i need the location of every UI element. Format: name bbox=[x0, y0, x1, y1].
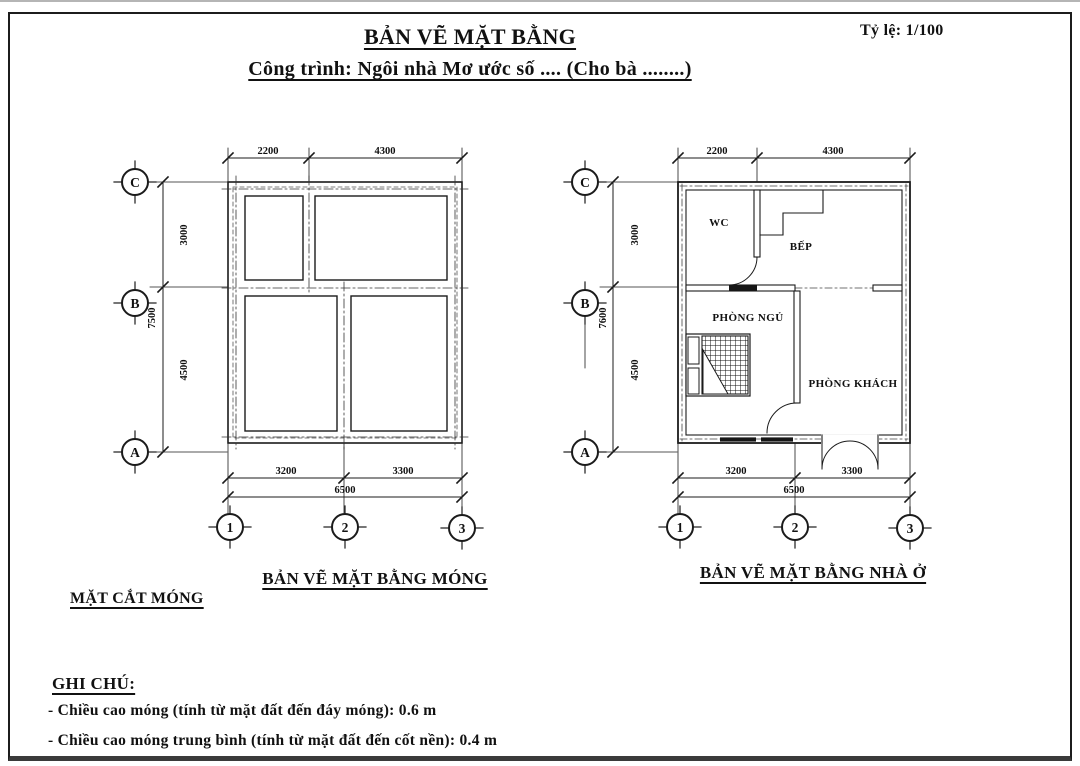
house-plan-caption: BẢN VẼ MẶT BẰNG NHÀ Ở bbox=[699, 563, 927, 582]
kitchen-counter bbox=[760, 190, 823, 235]
grid-row-label: A bbox=[580, 445, 590, 460]
grid-col-label: 3 bbox=[906, 521, 914, 536]
house-dim-ticks bbox=[608, 153, 915, 502]
foundation-grid-bubbles bbox=[114, 161, 483, 549]
wc-kitchen-wall bbox=[754, 190, 760, 257]
entrance-opening bbox=[821, 435, 879, 445]
scale-label: Tỷ lệ: 1/100 bbox=[860, 22, 944, 39]
footing-edge-dashed bbox=[233, 187, 457, 438]
bedroom-door-arc bbox=[767, 403, 797, 433]
grid-col-label: 2 bbox=[341, 520, 349, 535]
bed-symbol bbox=[686, 334, 750, 396]
dim-label: 3000 bbox=[179, 224, 190, 246]
entrance-door-left-arc bbox=[822, 441, 850, 469]
grid-row-label: A bbox=[130, 445, 140, 460]
grid-col-label: 1 bbox=[226, 520, 234, 535]
wc-door-threshold bbox=[729, 285, 757, 291]
dim-label: 6500 bbox=[334, 485, 356, 496]
dim-label: 3000 bbox=[630, 224, 641, 246]
plans-drawing bbox=[100, 130, 960, 565]
foundation-plan-drawing bbox=[114, 146, 483, 549]
wc-door-arc bbox=[729, 257, 757, 285]
page-subtitle: Công trình: Ngôi nhà Mơ ước số .... (Cho bà ........) bbox=[248, 58, 692, 80]
dim-label: 3200 bbox=[275, 466, 297, 477]
foundation-dim-ticks bbox=[158, 153, 467, 502]
grid-row-label: B bbox=[130, 296, 140, 311]
dim-label: 2200 bbox=[706, 146, 728, 157]
room-label-bedroom: PHÒNG NGỦ bbox=[712, 312, 784, 324]
grid-row-label: C bbox=[130, 175, 140, 190]
dim-label: 7500 bbox=[147, 307, 158, 329]
dim-label: 3300 bbox=[392, 466, 414, 477]
grid-col-label: 1 bbox=[676, 520, 684, 535]
room-label-wc: WC bbox=[709, 217, 729, 229]
foundation-outline bbox=[228, 182, 462, 443]
footing-voids bbox=[245, 196, 447, 431]
dim-label: 4300 bbox=[822, 146, 844, 157]
note-item: - Chiều cao móng (tính từ mặt đất đến đáy móng): 0.6 m bbox=[48, 702, 437, 719]
house-extension-lines bbox=[585, 148, 910, 513]
grid-row-label: B bbox=[580, 296, 590, 311]
house-plan-drawing bbox=[564, 146, 931, 549]
scan-edge bbox=[0, 0, 1080, 2]
dim-label: 2200 bbox=[257, 146, 279, 157]
grid-row-label: C bbox=[580, 175, 590, 190]
bedroom-window bbox=[761, 437, 793, 441]
note-item: - Chiều cao móng trung bình (tính từ mặt đất đến cốt nền): 0.4 m bbox=[48, 732, 498, 749]
grid-b-wall-right bbox=[873, 285, 902, 291]
page-title: BẢN VẼ MẶT BẰNG bbox=[363, 24, 577, 49]
grid-col-label: 2 bbox=[791, 520, 799, 535]
dim-label: 4500 bbox=[179, 359, 190, 381]
dim-label: 3200 bbox=[725, 466, 747, 477]
foundation-plan-caption: BẢN VẼ MẶT BẰNG MÓNG bbox=[262, 569, 488, 588]
dim-label: 7600 bbox=[598, 307, 609, 329]
dim-label: 4500 bbox=[630, 359, 641, 381]
bedroom-living-wall bbox=[794, 291, 800, 403]
foundation-centerlines bbox=[222, 176, 468, 449]
foundation-dimension-lines bbox=[163, 158, 462, 497]
dim-label: 6500 bbox=[783, 485, 805, 496]
dim-label: 4300 bbox=[374, 146, 396, 157]
grid-col-label: 3 bbox=[458, 521, 466, 536]
bedroom-window bbox=[720, 437, 756, 441]
dim-label: 3300 bbox=[841, 466, 863, 477]
room-label-living: PHÒNG KHÁCH bbox=[808, 378, 898, 390]
foundation-section-label: MẶT CẮT MÓNG bbox=[70, 590, 204, 607]
room-label-kitchen: BẾP bbox=[789, 241, 813, 253]
notes-heading: GHI CHÚ: bbox=[52, 674, 136, 693]
foundation-extension-lines bbox=[150, 148, 462, 513]
entrance-door-right-arc bbox=[850, 441, 878, 469]
